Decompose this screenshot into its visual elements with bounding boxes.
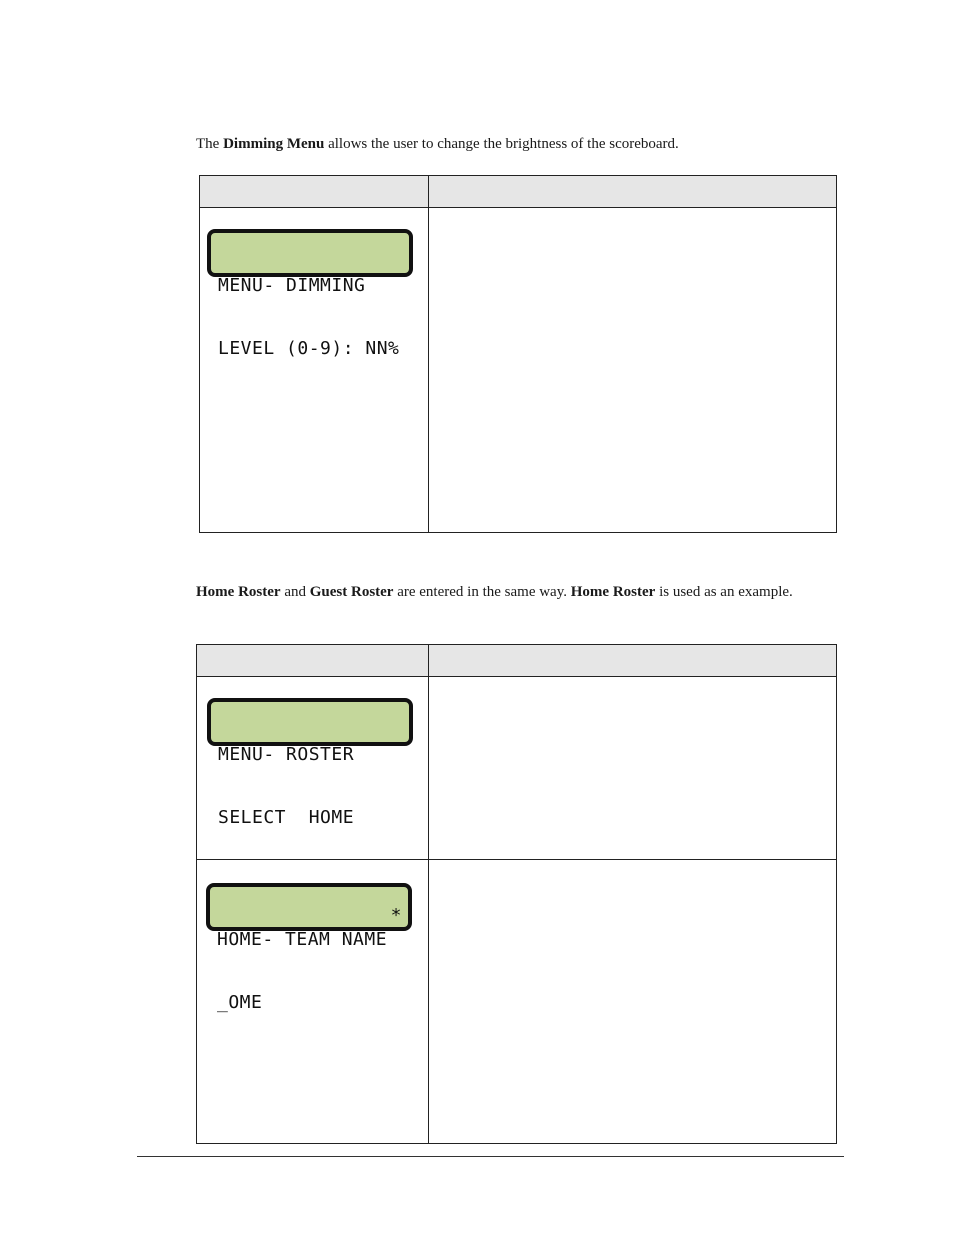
asterisk-marker: * (390, 905, 402, 926)
lcd-display-roster-select (207, 698, 413, 828)
description-cell (429, 208, 837, 533)
dimming-menu-term: Dimming Menu (223, 136, 325, 152)
dimming-intro (196, 134, 836, 155)
table-header-cell (429, 645, 837, 677)
intro-text: are entered in the same way. (393, 584, 571, 600)
description-cell (429, 677, 837, 860)
intro-text: is used as an example. (655, 584, 793, 600)
table-header-cell (200, 176, 429, 208)
lcd-cell (197, 860, 429, 1144)
table-header-row (197, 645, 837, 677)
lcd-line-1: HOME- TEAM NAME (217, 929, 388, 950)
intro-text: allows the user to change the brightness of the scoreboard. (324, 136, 679, 152)
lcd-line-2: LEVEL (0-9): NN% (218, 338, 400, 359)
table-row (200, 208, 837, 533)
table-row (197, 677, 837, 860)
intro-text: and (280, 584, 310, 600)
intro-text: The (196, 136, 224, 152)
lcd-cell (197, 677, 429, 860)
guest-roster-term: Guest Roster (309, 584, 394, 600)
roster-intro (196, 582, 836, 603)
roster-table (196, 644, 837, 1144)
lcd-line-2: SELECT HOME (218, 807, 355, 828)
table-header-cell (429, 176, 837, 208)
dimming-table (199, 175, 837, 533)
table-header-row (200, 176, 837, 208)
home-roster-term: Home Roster (570, 584, 656, 600)
lcd-line-1: MENU- DIMMING (218, 275, 366, 296)
description-cell (429, 860, 837, 1144)
lcd-line-2: _OME (217, 992, 263, 1013)
lcd-display-team-name (206, 883, 412, 1013)
footer-divider (137, 1156, 844, 1157)
table-row (197, 860, 837, 1144)
lcd-cell (200, 208, 429, 533)
lcd-display-dimming (207, 229, 413, 359)
lcd-line-1: MENU- ROSTER (218, 744, 355, 765)
table-header-cell (197, 645, 429, 677)
home-roster-term: Home Roster (196, 584, 281, 600)
